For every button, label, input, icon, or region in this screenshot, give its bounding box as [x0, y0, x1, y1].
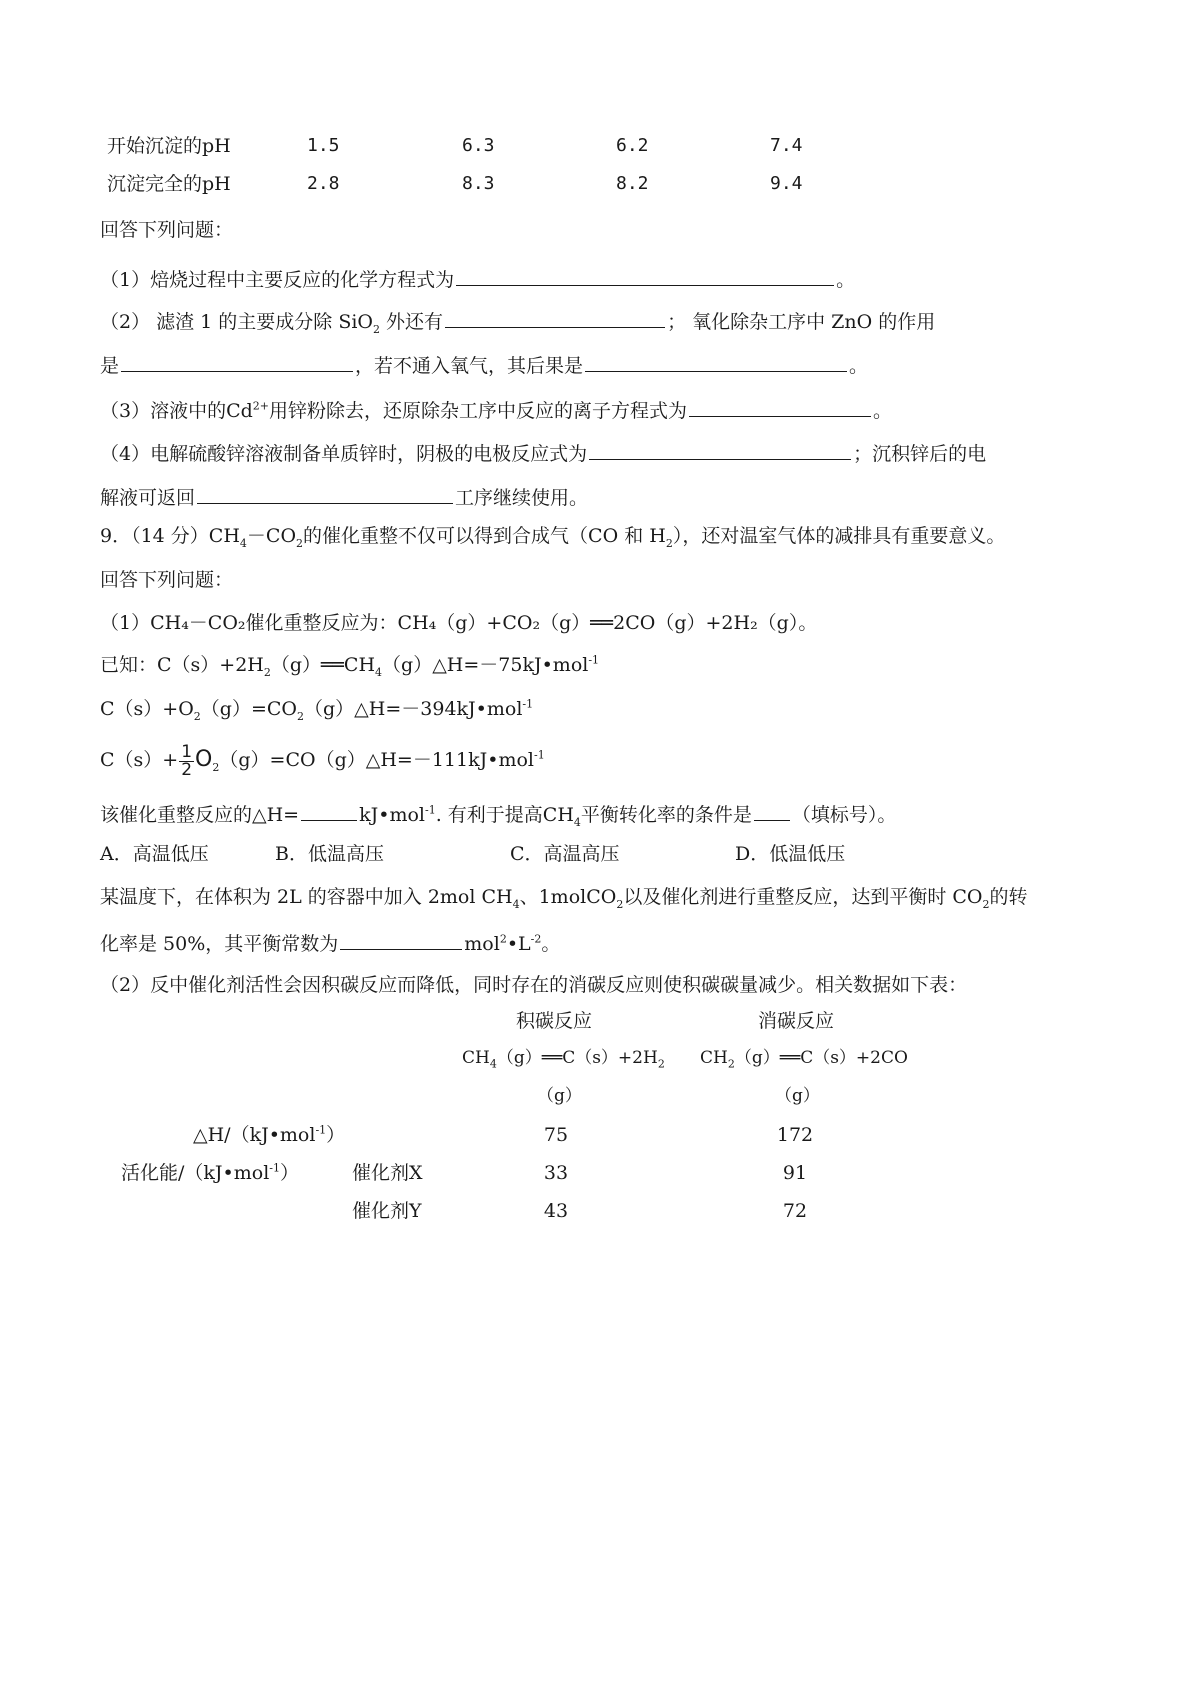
table-cell: 91 [782, 1162, 808, 1184]
answer-prompt: 回答下列问题： [100, 219, 234, 241]
q9-condition: 某温度下，在体积为 2L 的容器中加入 2mol $CH_4$、1molCO$_2$以及催化剂进行重整反应，达到平衡时 $CO_2$的转 [100, 886, 1028, 911]
q8-part-4b: 解液可返回 工序继续使用。 [100, 487, 589, 509]
deposition-equation: $CH_4(g)══C(s)+2H_2$ [462, 1048, 665, 1071]
ph-cell: 2.8 [307, 173, 340, 194]
q8-part-3: （3）溶液中的$Cd^{2+}$用锌粉除去，还原除杂工序中反应的离子方程式为 。 [100, 399, 893, 422]
answer-blank [754, 802, 790, 821]
answer-blank [197, 485, 453, 504]
ph-cell: 7.4 [770, 135, 803, 156]
answer-blank [121, 353, 353, 372]
option-b: B．低温高压 [275, 843, 384, 865]
table-cell: 43 [543, 1200, 569, 1222]
table-cell: 172 [776, 1124, 814, 1146]
ph-cell: 8.2 [616, 173, 649, 194]
answer-blank [589, 441, 851, 460]
known-equation-3: C（s）+ $\frac{1}{2}$ $O_2(g)=CO(g)\triangle H=-111kJ•mol^{-1}$ [100, 741, 545, 780]
ph-row-label-complete: 沉淀完全的pH [107, 173, 231, 195]
row-label-catalyst-x: 催化剂X [352, 1162, 423, 1184]
ph-cell: 1.5 [307, 135, 340, 156]
known-equation-2: $C(s)+O_2(g)=CO_2(g)\triangle H=-394kJ•mol^{-1}$ [100, 697, 534, 723]
q9-part-1: （1）CH₄－CO₂催化重整反应为：CH₄（g）+CO₂（g）══2CO（g）+2H₂（g）。 [100, 612, 818, 634]
ph-row-label-start: 开始沉淀的pH [107, 135, 231, 157]
row-label-activation-energy: 活化能/（kJ•mol$^{-1}$） [121, 1161, 300, 1184]
answer-blank [585, 353, 847, 372]
table-cell: 75 [543, 1124, 569, 1146]
option-a: A．高温低压 [100, 843, 209, 865]
option-c: C．高温高压 [510, 843, 620, 865]
answer-blank [445, 309, 665, 328]
option-d: D．低温低压 [735, 843, 846, 865]
answer-blank [340, 931, 462, 950]
col-header-elimination: 消碳反应 [758, 1010, 835, 1032]
q9-intro: 9．（14 分）$CH_4-CO_2$的催化重整不仅可以得到合成气（CO 和 $H_2$），还对温室气体的减排具有重要意义。 [100, 525, 1006, 550]
q8-part-4: （4）电解硫酸锌溶液制备单质锌时，阴极的电极反应式为 ；沉积锌后的电 [100, 443, 987, 465]
elimination-equation: $CH_2(g)══C(s)+2CO$ [700, 1048, 908, 1071]
q9-part-2: （2）反中催化剂活性会因积碳反应而降低，同时存在的消碳反应则使积碳碳量减少。相关数据如下表： [100, 974, 968, 996]
ph-cell: 6.2 [616, 135, 649, 156]
answer-blank [456, 267, 834, 286]
table-cell: 33 [543, 1162, 569, 1184]
answer-prompt: 回答下列问题： [100, 569, 234, 591]
q9-condition-2: 化率是 50%，其平衡常数为 $mol^2•L^{-2}$。 [100, 932, 561, 955]
q8-part-2b: 是 ，若不通入氧气，其后果是 。 [100, 355, 869, 377]
fraction-one-half: $\frac{1}{2}$ [181, 741, 193, 780]
q9-delta-h-question: 该催化重整反应的△H= kJ•mol$^{-1}$. 有利于提高$CH_4$平衡转化率的条件是 （填标号）。 [100, 803, 897, 829]
answer-blank [301, 802, 357, 821]
q8-part-1: （1）焙烧过程中主要反应的化学方程式为 。 [100, 269, 856, 291]
ph-cell: 8.3 [462, 173, 495, 194]
known-equation-1: 已知：$C(s)+2H_2(g)══CH_4(g)\triangle H=-75kJ•mol^{-1}$ [100, 653, 600, 679]
ph-cell: 6.3 [462, 135, 495, 156]
table-cell: 72 [782, 1200, 808, 1222]
deposition-equation-state: （g） [537, 1086, 582, 1106]
col-header-deposition: 积碳反应 [516, 1010, 593, 1032]
elimination-equation-state: （g） [775, 1086, 820, 1106]
row-label-catalyst-y: 催化剂Y [352, 1200, 422, 1222]
ph-cell: 9.4 [770, 173, 803, 194]
q8-part-2: （2） 滤渣 1 的主要成分除 SiO$_2$ 外还有 ； 氧化除杂工序中 ZnO 的作用 [100, 311, 936, 336]
answer-blank [689, 398, 871, 417]
row-label-delta-h: △H/（kJ•mol$^{-1}$） [193, 1123, 346, 1146]
